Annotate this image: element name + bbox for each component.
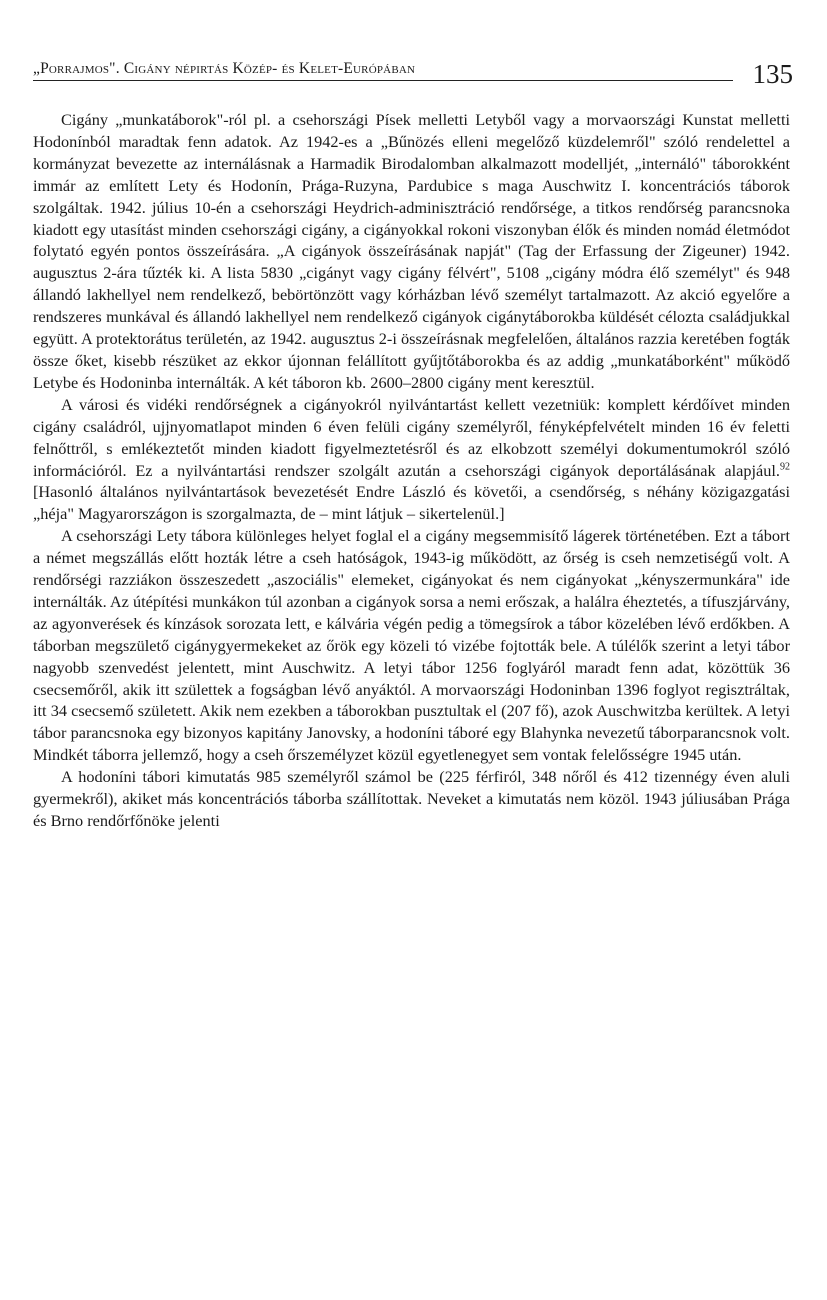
paragraph-4: A hodoníni tábori kimutatás 985 személyről számol be (225 férfiról, 348 nőről és 412 tizennégy éven aluli gyermekről), akiket más koncentrációs táborba szállítottak. Neveket a kimutatás nem közöl. 1943 júliusában Prága és Brno rendőrfőnöke jelenti xyxy=(33,767,790,830)
paragraph-1: Cigány „munkatáborok"-ról pl. a csehországi Písek melletti Letyből vagy a morvaországi Kunstat melletti Hodonínból maradtak fenn adatok. Az 1942-es a „Bűnözés elleni megelőző küzdelemről" szóló rendelettel a kormányzat bevezette az internálásnak a Harmadik Birodalomban alkalmazott modelljét, „internáló" táborokként immár az említett Lety és Hodonín, Prága-Ruzyna, Pardubice s maga Auschwitz I. koncentrációs táborok szolgáltak. 1942. július 10-én a csehországi Heydrich-adminisztráció rendőrsége, a titkos rendőrség parancsnoka kiadott egy utasítást minden csehországi cigány, a cigányokkal rokoni viszonyban élők és minden nomád életmódot folytató egyén pontos összeírására. „A cigányok összeírásának napját" (Tag der Erfassung der Zigeuner) 1942. augusztus 2-ára tűzték ki. A lista 5830 „cigányt vagy cigány félvért", 5108 „cigány módra élő személyt" és 948 állandó lakhellyel nem rendelkező, bebörtönzött vagy kórházban lévő személyt tartalmazott. Az akció egyelőre a rendszeres munkával és állandó lakhellyel nem rendelkező cigányok cigánytáborokba küldését célozta családjukkal együtt. A protektorátus területén, az 1942. augusztus 2-i összeírásnak megfelelően, általános razzia keretében fogták össze őket, kisebb részüket az ekkor újonnan felállított gyűjtőtáborokba és az addig „munkatáborként" működő Letybe és Hodoninba internálták. A két táboron kb. 2600–2800 cigány ment keresztül. xyxy=(33,110,790,392)
running-header xyxy=(33,58,733,81)
running-header-title: „Porrajmos". Cigány népirtás Közép- és Kelet-Európában xyxy=(33,60,416,77)
paragraph-2 xyxy=(33,394,790,525)
body-text xyxy=(33,109,790,832)
paragraph-2-text: A városi és vidéki rendőrségnek a cigányokról nyilvántartást kellett vezetniük: komplett kérdőívet minden cigány családról, ujjnyomatlapot minden 6 éven felüli cigány személyről, fényképfelvételt minden 16 év feletti felnőttről, s emlékeztetőt minden kiadott figyelmeztetésről és az elkobzott személyi dokumentumokról szóló információról. Ez a nyilvántartási rendszer szolgált azután a csehországi cigányok deportálásának alapjául. xyxy=(33,394,790,480)
paragraph-2-bracketed-text: [Hasonló általános nyilvántartások bevezetését Endre László és követői, a csendőrség, s néhány közigazgatási „héja" Magyarországon is szorgalmazta, de – mint látjuk – sikertelenül.] xyxy=(33,482,790,524)
footnote-reference: 92 xyxy=(780,461,790,473)
paragraph-3: A csehországi Lety tábora különleges helyet foglal el a cigány megsemmisítő lágerek történetében. Ezt a tábort a német megszállás előtt hozták létre a cseh hatóságok, 1943-ig működött, az őrség is cseh nemzetiségű volt. A rendőrségi razziákon összeszedett „aszociális" elemeket, cigányokat és nem cigányokat „kényszermunkára" ide internálták. Az útépítési munkákon túl azonban a cigányok sorsa a nemi erőszak, a halálra éheztetés, a tífuszjárvány, az agyonverések és kínzások sorozata lett, e kálvária végén pedig a tömegsírok a tábor közelében lévő erdőkben. A táborban megszülető cigánygyermekeket az őrök egy közeli tó vizébe fojtották bele. A túlélők szerint a letyi tábor nagyobb szenvedést jelentett, mint Auschwitz. A letyi tábor 1256 foglyáról maradt fenn adat, közöttük 36 csecsemőről, akik itt születtek a fogságban lévő anyáktól. A morvaországi Hodoninban 1396 foglyot regisztráltak, itt 34 csecsemő született. Akik nem ezekben a táborokban pusztultak el (207 fő), azok Auschwitzba kerültek. A letyi tábor parancsnoka egy bizonyos kapitány Janovsky, a hodoníni táboré egy Blahynka nevezetű táborparancsnok volt. Mindkét táborra jellemző, hogy a cseh őrszemélyzet közül egyetlenegyet sem vontak felelősségre 1945 után. xyxy=(33,526,790,765)
page-number: 135 xyxy=(752,59,793,89)
book-page xyxy=(33,0,793,1300)
